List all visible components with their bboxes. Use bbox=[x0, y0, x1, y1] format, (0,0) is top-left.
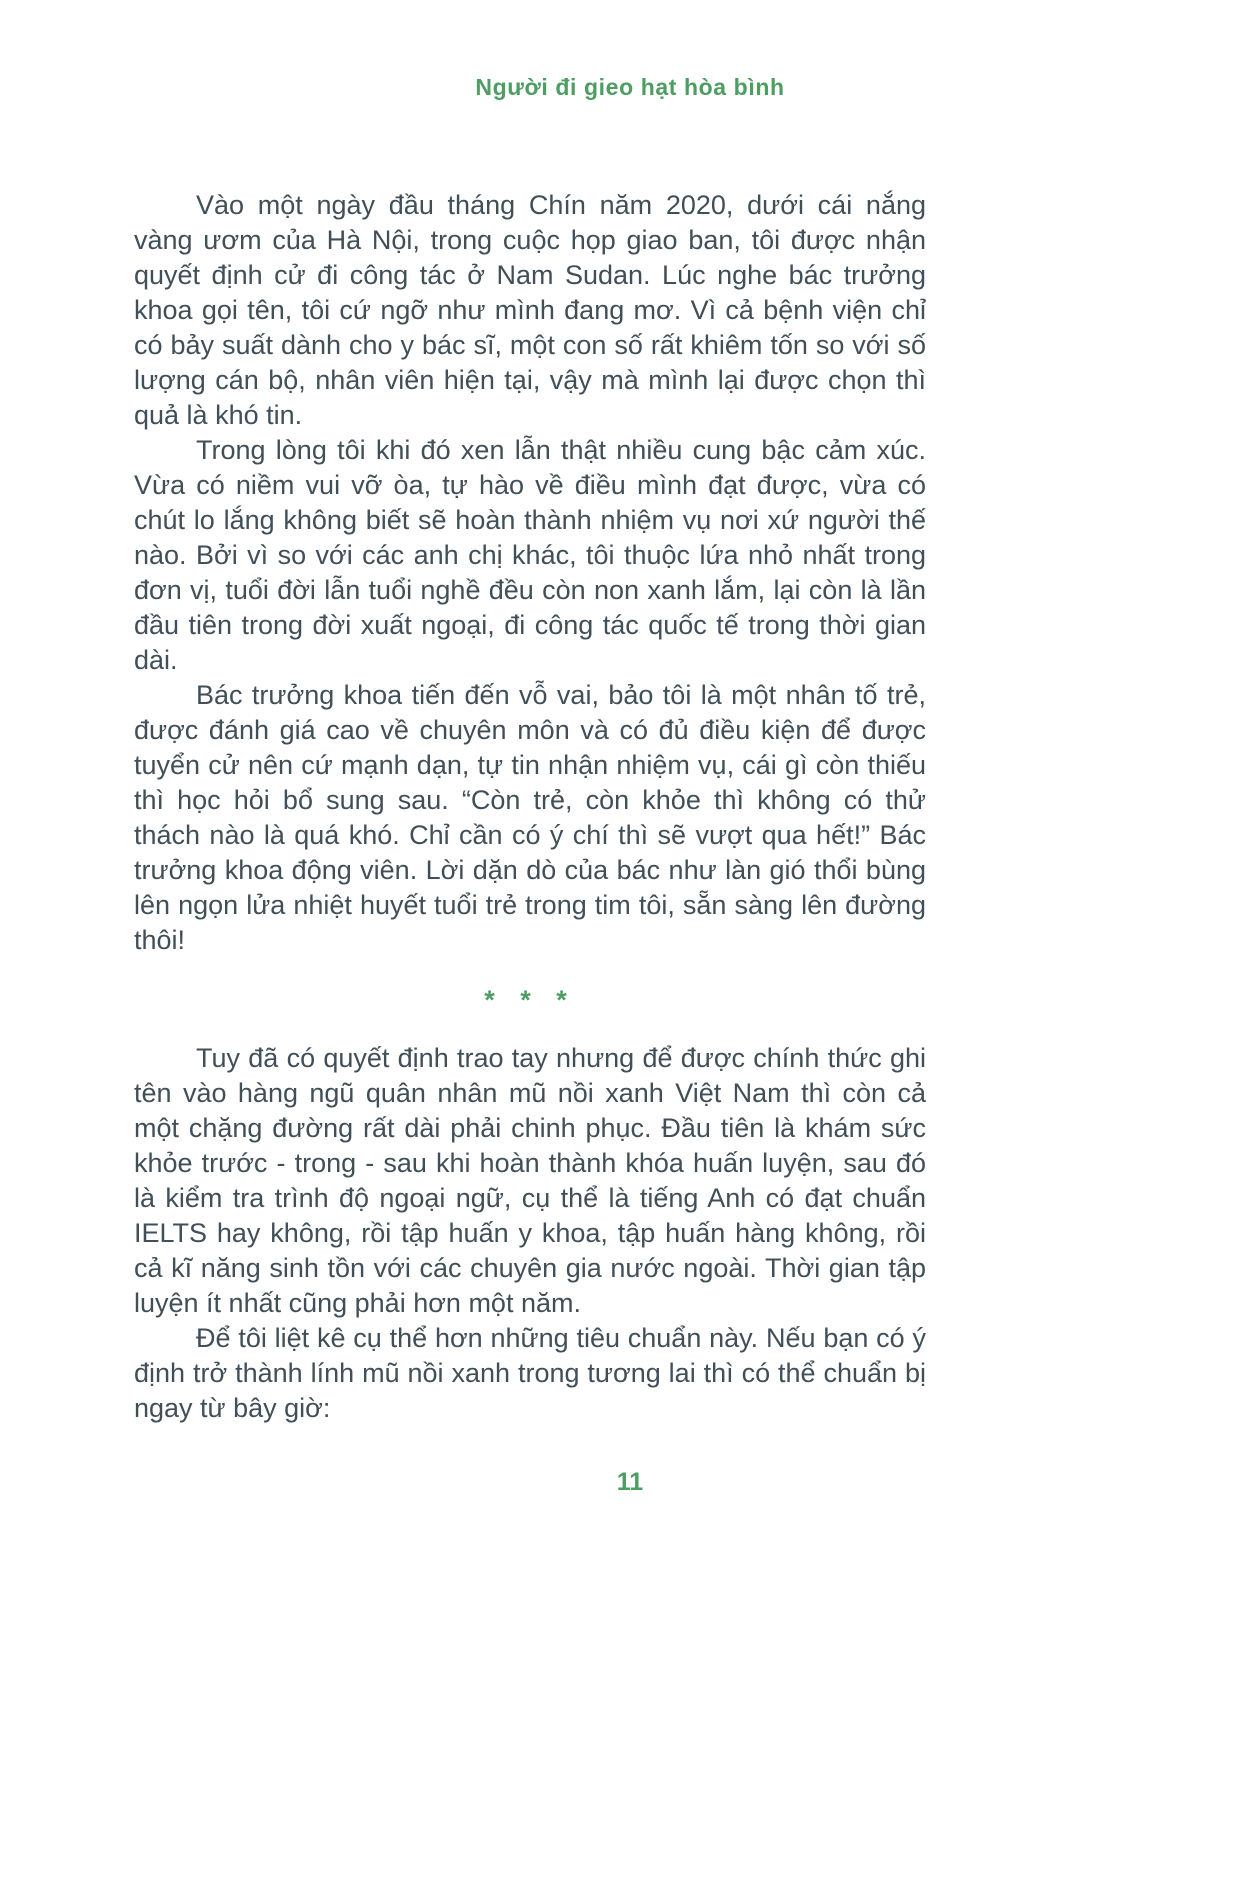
paragraph: Trong lòng tôi khi đó xen lẫn thật nhiều cung bậc cảm xúc. Vừa có niềm vui vỡ òa, tự hào về điều mình đạt được, vừa có chút lo lắng không biết sẽ hoàn thành nhiệm vụ nơi xứ người thế nào. Bởi vì so với các anh chị khác, tôi thuộc lứa nhỏ nhất trong đơn vị, tuổi đời lẫn tuổi nghề đều còn non xanh lắm, lại còn là lần đầu tiên trong đời xuất ngoại, đi công tác quốc tế trong thời gian dài. bbox=[134, 435, 926, 675]
page-body bbox=[134, 188, 926, 1426]
paragraph: Để tôi liệt kê cụ thể hơn những tiêu chuẩn này. Nếu bạn có ý định trở thành lính mũ nồi xanh trong tương lai thì có thể chuẩn bị ngay từ bây giờ: bbox=[134, 1323, 926, 1423]
section-separator: * * * bbox=[484, 985, 576, 1015]
paragraph: Bác trưởng khoa tiến đến vỗ vai, bảo tôi là một nhân tố trẻ, được đánh giá cao về chuyên môn và có đủ điều kiện để được tuyển cử nên cứ mạnh dạn, tự tin nhận nhiệm vụ, cái gì còn thiếu thì học hỏi bổ sung sau. “Còn trẻ, còn khỏe thì không có thử thách nào là quá khó. Chỉ cần có ý chí thì sẽ vượt qua hết!” Bác trưởng khoa động viên. Lời dặn dò của bác như làn gió thổi bùng lên ngọn lửa nhiệt huyết tuổi trẻ trong tim tôi, sẵn sàng lên đường thôi! bbox=[134, 680, 926, 955]
page-number: 11 bbox=[616, 1468, 644, 1496]
running-header: Người đi gieo hạt hòa bình bbox=[475, 74, 785, 100]
paragraph: Vào một ngày đầu tháng Chín năm 2020, dưới cái nắng vàng ươm của Hà Nội, trong cuộc họp giao ban, tôi được nhận quyết định cử đi công tác ở Nam Sudan. Lúc nghe bác trưởng khoa gọi tên, tôi cứ ngỡ như mình đang mơ. Vì cả bệnh viện chỉ có bảy suất dành cho y bác sĩ, một con số rất khiêm tốn so với số lượng cán bộ, nhân viên hiện tại, vậy mà mình lại được chọn thì quả là khó tin. bbox=[134, 190, 926, 430]
paragraph: Tuy đã có quyết định trao tay nhưng để được chính thức ghi tên vào hàng ngũ quân nhân mũ nồi xanh Việt Nam thì còn cả một chặng đường rất dài phải chinh phục. Đầu tiên là khám sức khỏe trước - trong - sau khi hoàn thành khóa huấn luyện, sau đó là kiểm tra trình độ ngoại ngữ, cụ thể là tiếng Anh có đạt chuẩn IELTS hay không, rồi tập huấn y khoa, tập huấn hàng không, rồi cả kĩ năng sinh tồn với các chuyên gia nước ngoài. Thời gian tập luyện ít nhất cũng phải hơn một năm. bbox=[134, 1043, 926, 1318]
